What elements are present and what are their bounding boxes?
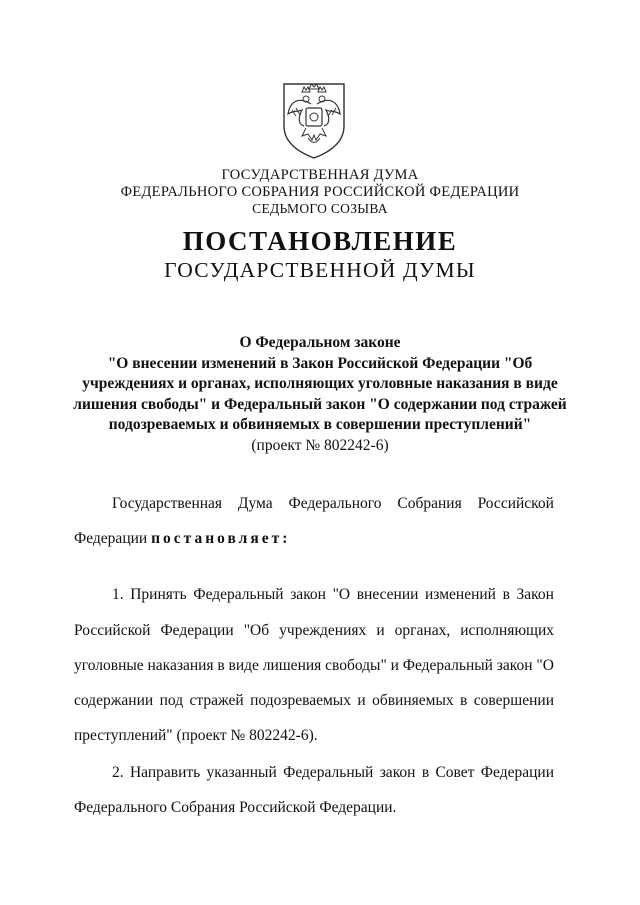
preamble-word: Российской bbox=[477, 495, 554, 512]
word: подозреваемых bbox=[250, 692, 351, 709]
word: Закон bbox=[516, 586, 554, 603]
preamble-line-2 bbox=[74, 530, 554, 548]
coat-of-arms-emblem bbox=[278, 80, 350, 160]
word: Направить bbox=[129, 764, 201, 781]
project-number: (проект № 802242-6) bbox=[251, 436, 389, 454]
word: обвиняемых bbox=[372, 692, 454, 709]
word: Совет bbox=[435, 764, 475, 781]
word: Федеральный bbox=[402, 657, 493, 674]
header-line-convocation: СЕДЬМОГО СОЗЫВА bbox=[252, 201, 388, 216]
word: свободы" bbox=[325, 657, 387, 674]
word: под bbox=[159, 692, 184, 709]
word: уголовные bbox=[74, 657, 144, 674]
word: лишения bbox=[262, 657, 322, 674]
item2-line: Федерального Собрания Российской Федерации. bbox=[74, 799, 397, 816]
item1-line bbox=[74, 657, 554, 675]
word: в bbox=[217, 657, 225, 674]
document-subject bbox=[0, 333, 640, 456]
word: учреждениях bbox=[279, 622, 367, 639]
decree-word: постановляет: bbox=[151, 530, 291, 547]
word: совершении bbox=[473, 692, 554, 709]
word: наказания bbox=[147, 657, 214, 674]
document-subtitle: ГОСУДАРСТВЕННОЙ ДУМЫ bbox=[164, 258, 476, 282]
subject-line: учреждениях и органах, исполняющих уголовные наказания в виде bbox=[82, 375, 558, 392]
preamble-word: Собрания bbox=[397, 495, 462, 512]
preamble-word: Дума bbox=[237, 495, 273, 512]
word: 2. bbox=[112, 764, 124, 781]
word: Принять bbox=[130, 586, 187, 603]
word: Российской bbox=[74, 622, 151, 639]
word: и bbox=[357, 692, 366, 709]
item2-line bbox=[112, 764, 554, 782]
word: Федерации bbox=[480, 764, 554, 781]
word: в bbox=[421, 764, 430, 781]
subject-line: "О внесении изменений в Закон Российской Федерации "Об bbox=[107, 354, 533, 372]
word: Федеральный bbox=[283, 764, 374, 781]
word: 1. bbox=[112, 586, 124, 603]
item1-line: преступлений" (проект № 802242-6). bbox=[74, 727, 318, 744]
subject-line: О Федеральном законе bbox=[239, 334, 401, 351]
word: в bbox=[460, 692, 468, 709]
header-line-assembly: ФЕДЕРАЛЬНОГО СОБРАНИЯ РОССИЙСКОЙ ФЕДЕРАЦИИ bbox=[120, 184, 520, 200]
word: и bbox=[376, 622, 385, 639]
word: органах, bbox=[394, 622, 451, 639]
subject-line: лишения свободы" и Федеральный закон "О содержании под стражей bbox=[73, 395, 567, 413]
preamble-word: Федерального bbox=[288, 495, 382, 512]
preamble-word: Государственная bbox=[112, 495, 223, 512]
word: содержании bbox=[74, 692, 154, 709]
word: "О bbox=[536, 657, 554, 674]
header-line-duma: ГОСУДАРСТВЕННАЯ ДУМА bbox=[221, 167, 419, 183]
item1-line bbox=[74, 692, 554, 710]
word: виде bbox=[228, 657, 259, 674]
subject-line: подозреваемых и обвиняемых в совершении преступлений" bbox=[108, 416, 532, 433]
word: исполняющих bbox=[460, 622, 554, 639]
word: указанный bbox=[206, 764, 277, 781]
word: и bbox=[390, 657, 399, 674]
word: стражей bbox=[189, 692, 244, 709]
word: Федеральный bbox=[193, 586, 284, 603]
document-title: ПОСТАНОВЛЕНИЕ bbox=[182, 226, 458, 256]
word: "Об bbox=[243, 622, 270, 639]
word: в bbox=[502, 586, 510, 603]
word: Федерации bbox=[160, 622, 234, 639]
word: изменений bbox=[425, 586, 496, 603]
word: закон bbox=[290, 586, 326, 603]
preamble-line-1 bbox=[112, 495, 554, 513]
word: закон bbox=[379, 764, 416, 781]
preamble-text: Федерации bbox=[74, 530, 152, 547]
word: закон bbox=[496, 657, 533, 674]
word: внесении bbox=[356, 586, 419, 603]
word: "О bbox=[332, 586, 351, 603]
item1-line bbox=[112, 586, 554, 604]
item1-line bbox=[74, 622, 554, 640]
